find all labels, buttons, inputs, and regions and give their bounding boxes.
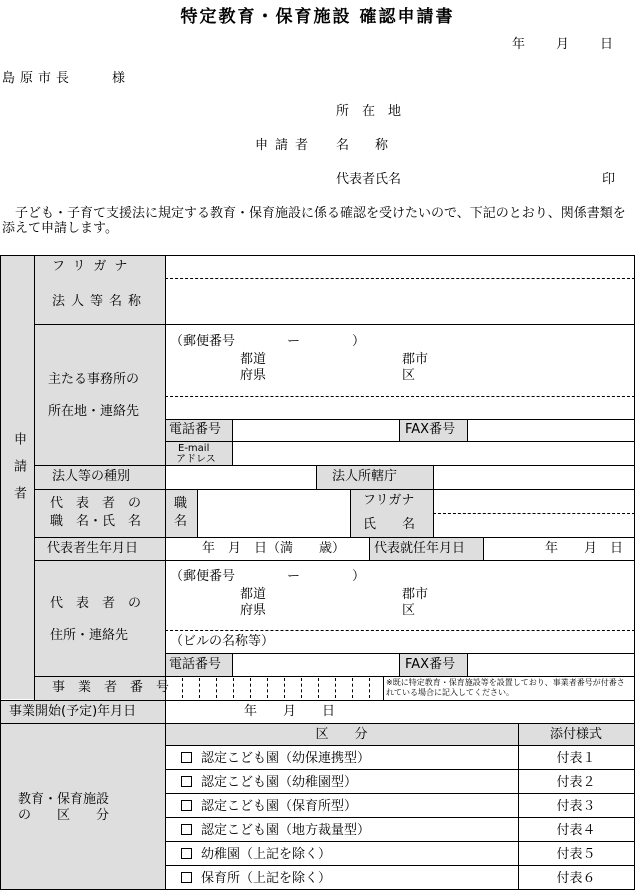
- date-year-label: 年: [512, 37, 526, 52]
- attached-form-4: 付表４: [556, 823, 596, 838]
- intro-paragraph: 子ども・子育て支援法に規定する教育・保育施設に係る確認を受けたいので、下記のとおり、関係書類を添えて申請します。: [2, 206, 626, 236]
- title-label: 職: [174, 496, 188, 511]
- rep-name-label: 氏 名: [363, 517, 416, 532]
- rep-prefecture-label-2: 府県: [240, 603, 267, 618]
- category-row: [181, 751, 370, 766]
- category-label-6: 保育所（上記を除く）: [201, 871, 332, 886]
- rep-fax-label: FAX番号: [405, 657, 456, 672]
- checkbox[interactable]: [181, 800, 192, 811]
- seal-mark: 印: [602, 172, 616, 187]
- applicant-location-label: 所在地: [336, 104, 415, 119]
- category-label-5: 幼稚園（上記を除く）: [201, 847, 332, 862]
- email-label: E-mail: [178, 443, 210, 454]
- category-label: 教育・保育施設: [18, 792, 110, 807]
- date-month-label: 月: [556, 37, 570, 52]
- category-row: [181, 799, 357, 814]
- prefecture-label-2: 府県: [240, 368, 267, 383]
- rep-city-label-2: 区: [402, 603, 416, 618]
- checkbox[interactable]: [181, 776, 192, 787]
- rep-city-label: 郡市: [402, 587, 429, 602]
- birthdate-value-template: 年 月 日（満 歳）: [202, 541, 346, 556]
- rep-birthdate-label: 代表者生年月日: [47, 541, 139, 556]
- main-office-label-2: 所在地・連絡先: [48, 404, 140, 419]
- building-name-label: （ビルの名称等）: [170, 634, 275, 649]
- prefecture-label: 都道: [240, 352, 267, 367]
- city-label-2: 区: [402, 368, 416, 383]
- attached-form-5: 付表５: [556, 847, 596, 862]
- email-label-2: アドレス: [176, 454, 216, 465]
- corp-office-label: 法人所轄庁: [332, 469, 398, 484]
- rep-title-name-label-2: 職 名・氏 名: [50, 514, 142, 529]
- category-row: [181, 775, 357, 790]
- category-label-2: 認定こども園（幼稚園型）: [201, 775, 358, 790]
- rep-since-label: 代表就任年月日: [374, 541, 466, 556]
- city-label: 郡市: [402, 352, 429, 367]
- rep-address-label: 代 表 者 の: [50, 596, 142, 611]
- applicant-side-label: 申請者: [11, 432, 26, 513]
- start-date-value-template: 年 月 日: [244, 704, 336, 719]
- representative-label: 代表者氏名: [336, 172, 402, 187]
- category-label-2: の 区 分: [18, 808, 110, 823]
- fax-label: FAX番号: [405, 422, 456, 437]
- rep-address-label-2: 住所・連絡先: [50, 628, 129, 643]
- checkbox[interactable]: [181, 848, 192, 859]
- operator-number-label: 事 業 者 番 号: [52, 680, 170, 695]
- attached-form-2: 付表２: [556, 775, 596, 790]
- furigana-label: フリガナ: [52, 259, 136, 274]
- applicant-label: 申請者: [255, 138, 316, 153]
- applicant-name-label: 名 称: [336, 138, 389, 153]
- checkbox[interactable]: [181, 872, 192, 883]
- category-row: [181, 847, 331, 862]
- checkbox[interactable]: [181, 752, 192, 763]
- corp-type-label: 法人等の種別: [52, 469, 131, 484]
- operator-number-note: ※既に特定教育・保育施設等を設置しており、事業者番号が付番されている場合に記入してください。: [386, 678, 625, 697]
- document-title: 特定教育・保育施設 確認申請書: [180, 7, 455, 27]
- rep-prefecture-label: 都道: [240, 587, 267, 602]
- date-day-label: 日: [600, 37, 614, 52]
- checkbox[interactable]: [181, 824, 192, 835]
- phone-label: 電話番号: [169, 422, 222, 437]
- category-label-1: 認定こども園（幼保連携型）: [201, 751, 371, 766]
- rep-title-name-label: 代 表 者 の: [50, 496, 142, 511]
- attached-form-header: 添付様式: [549, 727, 602, 742]
- start-date-label: 事業開始(予定)年月日: [9, 704, 137, 719]
- since-value-template: 年 月 日: [545, 541, 624, 556]
- attached-form-1: 付表１: [556, 751, 596, 766]
- honorific: 様: [112, 71, 126, 86]
- category-row: [181, 823, 370, 838]
- main-office-label: 主たる事務所の: [48, 372, 140, 387]
- category-row: [181, 871, 331, 886]
- category-label-4: 認定こども園（地方裁量型）: [201, 823, 371, 838]
- postal-code-label: （郵便番号 ー ）: [170, 334, 366, 349]
- rep-furigana-label: フリガナ: [363, 493, 415, 508]
- attached-form-3: 付表３: [556, 799, 596, 814]
- category-label-3: 認定こども園（保育所型）: [201, 799, 358, 814]
- corp-name-label: 法人等名称: [52, 294, 148, 309]
- attached-form-6: 付表６: [556, 871, 596, 886]
- rep-postal-code-label: （郵便番号 ー ）: [170, 569, 366, 584]
- category-header: 区 分: [315, 727, 368, 742]
- addressee: 島原市長: [2, 71, 75, 86]
- title-label-2: 名: [174, 514, 188, 529]
- rep-phone-label: 電話番号: [169, 657, 222, 672]
